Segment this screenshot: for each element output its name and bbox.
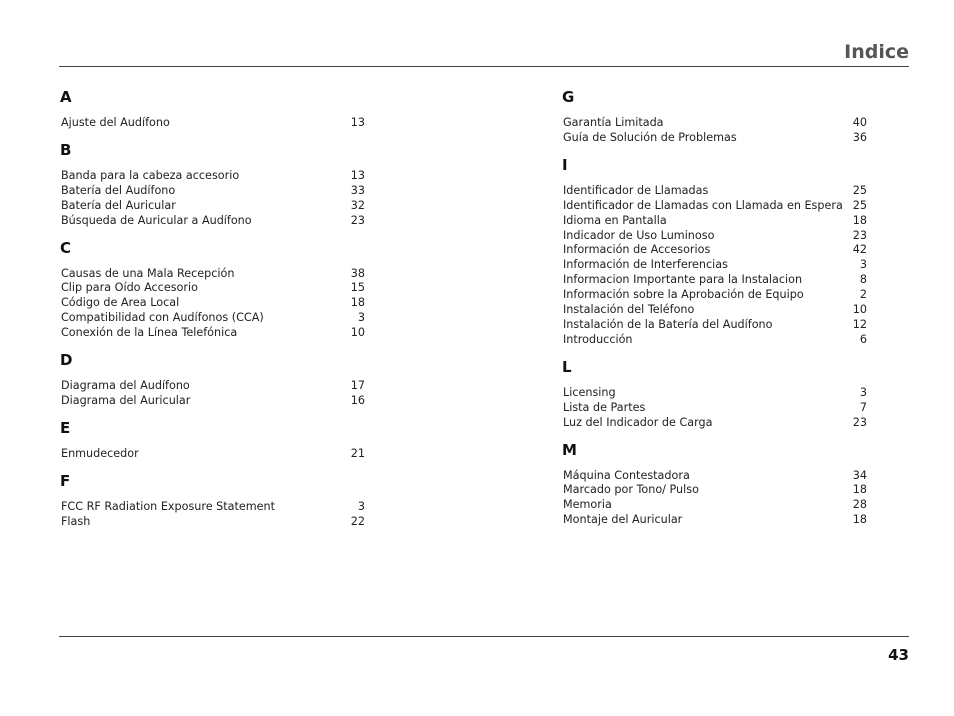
section-letter: G [562,88,575,106]
entry-page-number: 3 [859,258,867,272]
index-section [59,87,365,131]
index-section [59,418,365,462]
section-letter: E [60,418,71,437]
entry-list [561,386,867,431]
entry-page-number: 6 [859,332,867,346]
entry-page-number: 13 [350,168,365,182]
entry-page-number: 23 [350,213,365,227]
index-entry [59,379,365,394]
entry-term: Marcado por Tono/ Pulso [563,483,699,497]
section-letter: B [60,140,72,159]
entry-list [59,116,365,131]
section-letter: C [60,238,72,257]
entry-term: Banda para la cabeza accesorio [61,168,240,182]
entry-term: Compatibilidad con Audífonos (CCA) [61,311,264,325]
index-entry [561,243,867,258]
index-entry [561,116,867,131]
entry-term: Causas de una Mala Recepción [61,266,235,280]
entry-term: Diagrama del Auricular [61,393,191,407]
index-entry [59,500,365,515]
index-entry [59,116,365,131]
entry-page-number: 23 [852,228,867,242]
section-letter: D [60,351,73,370]
section-letter: L [562,357,572,376]
entry-page-number: 3 [859,385,867,399]
entry-page-number: 7 [859,400,867,414]
entry-page-number: 22 [350,514,365,528]
page-title: Indice [844,41,909,63]
entry-term: Memoria [563,498,612,512]
entry-page-number: 38 [350,266,365,280]
index-entry [561,199,867,214]
index-entry [561,333,867,348]
index-entry [59,515,365,530]
index-entry [561,386,867,401]
index-entry [561,131,867,146]
entry-term: Guía de Solución de Problemas [563,130,737,144]
entry-term: Búsqueda de Auricular a Audífono [61,213,252,227]
index-entry [59,169,365,184]
entry-list [561,469,867,529]
entry-term: Informacion Importante para la Instalacion [563,273,803,287]
index-entry [561,498,867,513]
section-letter: F [60,471,71,490]
entry-list [59,379,365,409]
entry-term: Ajuste del Audífono [61,116,170,129]
entry-page-number: 12 [852,317,867,331]
page-number: 43 [888,646,909,664]
entry-page-number: 10 [852,303,867,317]
entry-term: Código de Area Local [61,296,180,310]
entry-term: Batería del Auricular [61,198,176,212]
entry-term: Luz del Indicador de Carga [563,415,713,429]
entry-page-number: 18 [852,213,867,227]
entry-list [59,267,365,342]
index-entry [561,513,867,528]
entry-list [59,169,365,229]
entry-term: FCC RF Radiation Exposure Statement [61,499,276,513]
index-entry [59,214,365,229]
index-entry [59,184,365,199]
entry-page-number: 3 [357,311,365,325]
entry-term: Garantía Limitada [563,116,664,129]
entry-term: Identificador de Llamadas con Llamada en Espera [563,198,843,212]
entry-term: Montaje del Auricular [563,513,683,527]
section-letter: I [562,155,568,174]
index-entry [561,273,867,288]
entry-term: Conexión de la Línea Telefónica [61,326,238,340]
entry-page-number: 42 [852,243,867,257]
index-section [59,140,365,229]
entry-term: Batería del Audífono [61,183,176,197]
entry-list [59,447,365,462]
index-entry [561,318,867,333]
entry-term: Enmudecedor [61,446,139,460]
entry-page-number: 18 [852,483,867,497]
footer-divider [59,636,909,637]
entry-term: Flash [61,514,91,528]
index-entry [561,401,867,416]
entry-page-number: 18 [350,296,365,310]
entry-page-number: 23 [852,415,867,429]
entry-page-number: 3 [357,499,365,513]
index-entry [59,326,365,341]
entry-term: Lista de Partes [563,400,646,414]
index-section [561,440,867,529]
entry-page-number: 25 [852,198,867,212]
entry-page-number: 15 [350,281,365,295]
entry-page-number: 25 [852,183,867,197]
entry-term: Idioma en Pantalla [563,213,667,227]
index-entry [59,311,365,326]
entry-term: Diagrama del Audífono [61,379,190,393]
index-entry [561,483,867,498]
index-entry [59,199,365,214]
section-letter: A [60,88,72,106]
entry-term: Indicador de Uso Luminoso [563,228,715,242]
index-entry [561,214,867,229]
entry-page-number: 21 [350,446,365,460]
entry-page-number: 2 [859,288,867,302]
entry-term: Clip para Oído Accesorio [61,281,198,295]
entry-page-number: 10 [350,326,365,340]
index-column-left [59,87,365,539]
entry-list [59,500,365,530]
entry-page-number: 8 [859,273,867,287]
entry-term: Información de Interferencias [563,258,728,272]
header-divider [59,66,909,67]
index-section [59,471,365,530]
index-entry [59,281,365,296]
index-entry [59,447,365,462]
entry-page-number: 18 [852,513,867,527]
index-entry [59,296,365,311]
entry-term: Identificador de Llamadas [563,183,709,197]
index-section [561,357,867,431]
entry-term: Licensing [563,385,616,399]
entry-page-number: 28 [852,498,867,512]
entry-term: Instalación de la Batería del Audífono [563,317,773,331]
entry-page-number: 34 [852,468,867,482]
index-entry [561,229,867,244]
entry-page-number: 40 [852,116,867,129]
index-entry [561,416,867,431]
entry-term: Introducción [563,332,633,346]
index-entry [561,303,867,318]
index-entry [561,469,867,484]
entry-page-number: 17 [350,379,365,393]
entry-page-number: 13 [350,116,365,129]
index-section [561,87,867,146]
index-entry [561,184,867,199]
index-section [59,238,365,342]
index-entry [59,394,365,409]
index-column-right [561,87,867,537]
entry-page-number: 36 [852,130,867,144]
index-entry [59,267,365,282]
index-section [59,350,365,409]
entry-list [561,184,867,348]
index-entry [561,288,867,303]
index-entry [561,258,867,273]
entry-term: Información sobre la Aprobación de Equipo [563,288,804,302]
entry-term: Máquina Contestadora [563,468,690,482]
section-letter: M [562,440,577,459]
entry-term: Instalación del Teléfono [563,303,695,317]
entry-list [561,116,867,146]
entry-page-number: 16 [350,393,365,407]
entry-page-number: 32 [350,198,365,212]
index-section [561,155,867,348]
entry-page-number: 33 [350,183,365,197]
entry-term: Información de Accesorios [563,243,711,257]
